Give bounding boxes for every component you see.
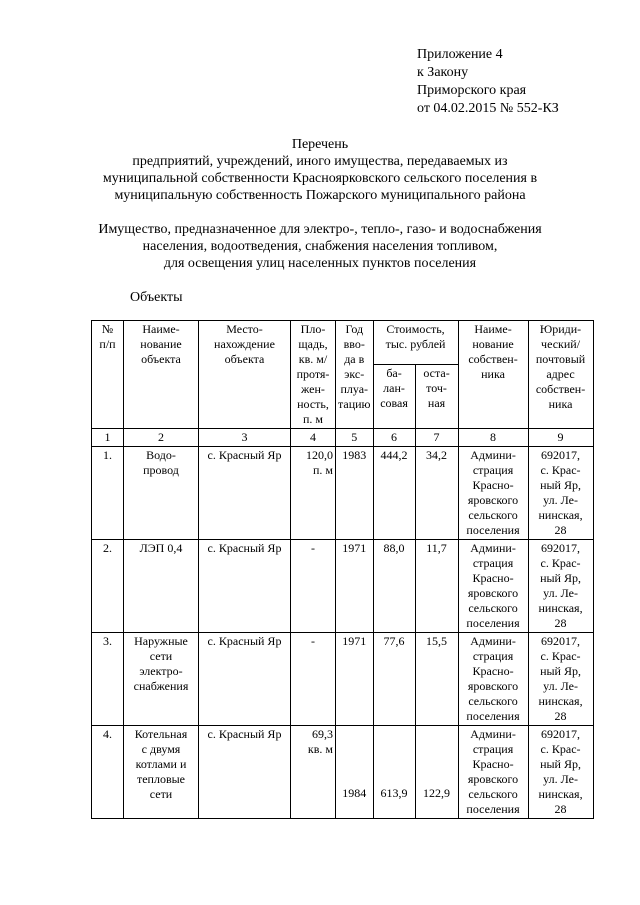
owner-address-line: 28 <box>554 802 567 816</box>
subtitle-line: для освещения улиц населенных пунктов поселения <box>163 256 477 271</box>
header-location-line: Место- <box>226 322 263 336</box>
table-row <box>92 726 594 819</box>
document-title <box>40 136 600 204</box>
owner-name-line: яровского <box>467 493 519 507</box>
owner-name-line: сельского <box>468 601 518 615</box>
object-balance-cost: 88,0 <box>373 540 415 633</box>
subtitle-line: населения, водоотведения, снабжения населения топливом, <box>142 239 498 254</box>
object-name-line: ЛЭП 0,4 <box>139 541 183 555</box>
title-line: предприятий, учреждений, иного имущества, передаваемых из <box>132 154 508 169</box>
header-location-line: объекта <box>224 352 265 366</box>
object-name-line: котлами и <box>135 757 187 771</box>
owner-address-line: с. Крас- <box>540 649 581 663</box>
table-row <box>92 540 594 633</box>
header-owner <box>458 321 528 429</box>
header-owner-line: собствен- <box>468 352 518 366</box>
header-address-line: ческий/ <box>541 337 581 351</box>
owner-name-line: сельского <box>468 508 518 522</box>
owner-address-line: нинская, <box>538 601 583 615</box>
object-area <box>291 540 336 633</box>
row-number: 4. <box>92 726 124 819</box>
object-name <box>124 726 199 819</box>
owner-address-line: ул. Ле- <box>543 586 578 600</box>
object-name-line: провод <box>143 463 179 477</box>
owner-address-line: с. Крас- <box>540 742 581 756</box>
header-address-line: собствен- <box>535 382 586 396</box>
owner-address-line: ул. Ле- <box>543 772 578 786</box>
header-balance-line: ба- <box>386 366 402 380</box>
annex-reference <box>417 46 559 118</box>
header-year-line: экс- <box>344 367 365 381</box>
header-residual-line: ная <box>427 396 446 410</box>
object-area-line: 69,3 <box>312 727 333 741</box>
object-location: с. Красный Яр <box>199 633 291 726</box>
header-owner-line: ника <box>481 367 505 381</box>
object-balance-cost: 444,2 <box>373 447 415 540</box>
header-num <box>92 321 124 429</box>
object-year: 1983 <box>336 447 374 540</box>
owner-name-line: яровского <box>467 586 519 600</box>
owner-name-line: яровского <box>467 679 519 693</box>
owner-address-line: нинская, <box>538 508 583 522</box>
column-number: 6 <box>373 429 415 447</box>
object-name-line: с двумя <box>141 742 181 756</box>
object-name-line: тепловые <box>136 772 186 786</box>
object-residual-cost: 11,7 <box>415 540 458 633</box>
table-row <box>92 447 594 540</box>
object-area <box>291 633 336 726</box>
header-balance <box>373 365 415 429</box>
object-balance-cost: 613,9 <box>373 726 415 819</box>
column-number: 5 <box>336 429 374 447</box>
object-name-line: снабжения <box>133 679 189 693</box>
object-name-line: электро- <box>139 664 183 678</box>
header-area-line: жен- <box>301 382 325 396</box>
column-number: 3 <box>199 429 291 447</box>
header-year-line: вво- <box>343 337 365 351</box>
column-number: 9 <box>528 429 593 447</box>
object-balance-cost: 77,6 <box>373 633 415 726</box>
owner-address-line: 28 <box>554 709 567 723</box>
owner-name-line: страция <box>472 742 514 756</box>
owner-address-line: с. Крас- <box>540 556 581 570</box>
owner-address <box>528 540 593 633</box>
annex-line: Приложение 4 <box>417 47 503 62</box>
owner-name-line: сельского <box>468 694 518 708</box>
owner-name-line: поселения <box>466 523 520 537</box>
object-residual-cost: 15,5 <box>415 633 458 726</box>
owner-name-line: Красно- <box>472 757 514 771</box>
annex-line: Приморского края <box>417 83 527 98</box>
header-year <box>336 321 374 429</box>
owner-name-line: поселения <box>466 616 520 630</box>
header-location-line: нахождение <box>214 337 275 351</box>
object-area-line: 120,0 <box>306 448 333 462</box>
owner-address-line: 692017, <box>541 541 581 555</box>
header-residual-line: оста- <box>423 366 450 380</box>
header-year-line: Год <box>345 322 364 336</box>
header-year-line: да в <box>344 352 365 366</box>
owner-address-line: ул. Ле- <box>543 679 578 693</box>
object-area <box>291 726 336 819</box>
owner-name-line: поселения <box>466 709 520 723</box>
row-number: 2. <box>92 540 124 633</box>
title-line: Перечень <box>291 137 349 152</box>
object-name-line: сети <box>149 649 173 663</box>
owner-name-line: сельского <box>468 787 518 801</box>
owner-address-line: нинская, <box>538 787 583 801</box>
object-residual-cost: 122,9 <box>415 726 458 819</box>
owner-address-line: ный Яр, <box>540 664 581 678</box>
column-number: 2 <box>124 429 199 447</box>
column-number: 8 <box>458 429 528 447</box>
header-owner-line: нование <box>472 337 514 351</box>
object-year: 1971 <box>336 540 374 633</box>
owner-address-line: 692017, <box>541 727 581 741</box>
owner-name <box>458 726 528 819</box>
object-year: 1984 <box>336 726 374 819</box>
owner-name-line: страция <box>472 556 514 570</box>
owner-address-line: ный Яр, <box>540 571 581 585</box>
owner-name-line: яровского <box>467 772 519 786</box>
document-subtitle <box>40 221 600 272</box>
header-area-line: щадь, <box>298 337 328 351</box>
header-name-line: объекта <box>141 352 181 366</box>
header-year-line: плуа- <box>340 382 369 396</box>
header-area-line: протя- <box>296 367 330 381</box>
object-location: с. Красный Яр <box>199 540 291 633</box>
header-year-line: тацию <box>338 397 371 411</box>
header-num-line: п/п <box>99 337 116 351</box>
column-number: 7 <box>415 429 458 447</box>
owner-name-line: Админи- <box>470 634 516 648</box>
owner-address <box>528 447 593 540</box>
column-number: 4 <box>291 429 336 447</box>
header-area-line: п. м <box>302 412 323 426</box>
owner-address <box>528 633 593 726</box>
row-number: 1. <box>92 447 124 540</box>
header-cost-line: Стоимость, <box>386 322 445 336</box>
owner-name-line: Админи- <box>470 727 516 741</box>
owner-name <box>458 447 528 540</box>
header-area <box>291 321 336 429</box>
owner-address-line: нинская, <box>538 694 583 708</box>
object-area-line: - <box>311 541 315 555</box>
object-name <box>124 447 199 540</box>
header-cost-line: тыс. рублей <box>385 337 446 351</box>
column-numbers-row <box>92 429 594 447</box>
header-balance-line: совая <box>380 396 408 410</box>
owner-name-line: Красно- <box>472 571 514 585</box>
table-row <box>92 633 594 726</box>
header-cost <box>373 321 458 365</box>
object-area-line: кв. м <box>307 742 333 756</box>
header-balance-line: лан- <box>383 381 405 395</box>
objects-table <box>91 320 594 819</box>
owner-address-line: 28 <box>554 616 567 630</box>
owner-name <box>458 633 528 726</box>
owner-name-line: Админи- <box>470 541 516 555</box>
owner-name-line: Админи- <box>470 448 516 462</box>
object-name-line: Наружные <box>134 634 188 648</box>
object-location: с. Красный Яр <box>199 726 291 819</box>
header-address-line: почтовый <box>535 352 586 366</box>
header-address-line: ника <box>548 397 573 411</box>
owner-address-line: с. Крас- <box>540 463 581 477</box>
header-num-line: № <box>101 322 114 336</box>
object-location: с. Красный Яр <box>199 447 291 540</box>
header-owner-line: Наиме- <box>474 322 512 336</box>
header-name-line: Наиме- <box>142 322 180 336</box>
header-address <box>528 321 593 429</box>
owner-address-line: ный Яр, <box>540 757 581 771</box>
object-name <box>124 633 199 726</box>
row-number: 3. <box>92 633 124 726</box>
owner-name-line: поселения <box>466 802 520 816</box>
annex-line: от 04.02.2015 № 552-КЗ <box>417 101 559 116</box>
object-area-line: п. м <box>312 463 333 477</box>
owner-name-line: страция <box>472 649 514 663</box>
owner-address-line: ул. Ле- <box>543 493 578 507</box>
object-name-line: Котельная <box>134 727 188 741</box>
owner-address <box>528 726 593 819</box>
owner-name <box>458 540 528 633</box>
object-area <box>291 447 336 540</box>
subtitle-line: Имущество, предназначенное для электро-, тепло-, газо- и водоснабжения <box>98 222 542 237</box>
section-label: Объекты <box>130 290 183 305</box>
title-line: муниципальной собственности Красноярковского сельского поселения в <box>102 171 538 186</box>
object-area-line: - <box>311 634 315 648</box>
owner-address-line: 692017, <box>541 634 581 648</box>
header-area-line: кв. м/ <box>298 352 328 366</box>
header-location <box>199 321 291 429</box>
header-name-line: нование <box>140 337 182 351</box>
owner-address-line: 28 <box>554 523 567 537</box>
header-address-line: адрес <box>546 367 575 381</box>
column-number: 1 <box>92 429 124 447</box>
header-area-line: Пло- <box>300 322 326 336</box>
object-name <box>124 540 199 633</box>
owner-address-line: 692017, <box>541 448 581 462</box>
header-address-line: Юриди- <box>539 322 582 336</box>
object-name-line: сети <box>149 787 173 801</box>
owner-name-line: страция <box>472 463 514 477</box>
annex-line: к Закону <box>417 65 469 80</box>
object-year: 1971 <box>336 633 374 726</box>
object-residual-cost: 34,2 <box>415 447 458 540</box>
owner-name-line: Красно- <box>472 664 514 678</box>
object-name-line: Водо- <box>146 448 176 462</box>
header-residual <box>415 365 458 429</box>
header-area-line: ность, <box>297 397 329 411</box>
header-residual-line: точ- <box>426 381 447 395</box>
title-line: муниципальную собственность Пожарского муниципального района <box>114 188 526 203</box>
owner-address-line: ный Яр, <box>540 478 581 492</box>
owner-name-line: Красно- <box>472 478 514 492</box>
header-name <box>124 321 199 429</box>
